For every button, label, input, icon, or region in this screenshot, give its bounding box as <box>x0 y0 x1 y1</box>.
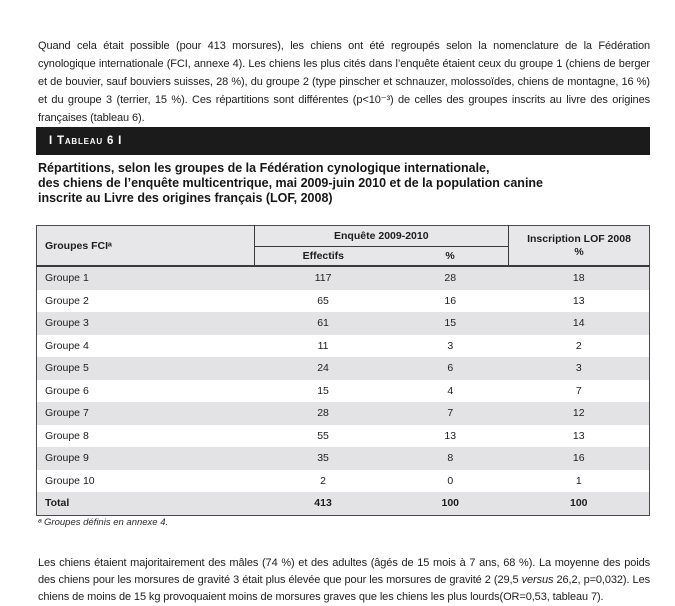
table-row <box>37 335 650 358</box>
cell-group-label: Groupe 8 <box>45 429 89 442</box>
table-row <box>37 380 650 403</box>
table-row <box>37 425 650 448</box>
cell-percent: 8 <box>447 452 454 465</box>
table-header <box>37 226 650 267</box>
cell-group-label: Groupe 6 <box>45 384 89 397</box>
table-title-line: inscrite au Livre des origines français (LOF, 2008) <box>38 191 333 205</box>
cell-effectifs: 11 <box>317 339 329 352</box>
cell-percent: 3 <box>447 339 454 352</box>
cell-group-label: Groupe 1 <box>45 272 89 285</box>
cell-lof-percent: 18 <box>572 272 585 285</box>
cell-group-label: Groupe 7 <box>45 407 89 420</box>
cell-effectifs: 61 <box>317 317 329 330</box>
table-title-line: des chiens de l’enquête multicentrique, mai 2009-juin 2010 et de la population canine <box>38 176 543 190</box>
header-groupes-fci: Groupes FCIᵃ <box>37 226 255 267</box>
cell-lof-percent: 2 <box>575 339 582 352</box>
cell-total-percent: 100 <box>441 497 460 510</box>
cell-effectifs: 35 <box>317 452 329 465</box>
cell-effectifs: 15 <box>317 384 329 397</box>
cell-effectifs: 28 <box>317 407 329 420</box>
cell-total-lof-percent: 100 <box>569 497 588 510</box>
cell-percent: 28 <box>444 272 457 285</box>
header-enquete-group: Enquête 2009-2010 <box>254 226 508 247</box>
table-footnote: ᵃ Groupes définis en annexe 4. <box>38 517 169 528</box>
cell-group-label: Groupe 9 <box>45 452 89 465</box>
cell-percent: 0 <box>447 474 454 487</box>
cell-effectifs: 2 <box>320 474 326 487</box>
table-row <box>37 290 650 313</box>
table-row <box>37 402 650 425</box>
closing-paragraph <box>38 555 650 606</box>
fci-table-wrapper <box>36 225 650 516</box>
cell-lof-percent: 1 <box>575 474 582 487</box>
table-row <box>37 357 650 380</box>
table-title <box>38 161 646 206</box>
table-title-line: Répartitions, selon les groupes de la Fédération cynologique internationale, <box>38 161 490 175</box>
table-total-row <box>37 492 650 515</box>
fci-table <box>36 225 650 516</box>
cell-effectifs: 24 <box>317 362 329 375</box>
cell-percent: 13 <box>444 429 457 442</box>
cell-total-label: Total <box>45 497 70 510</box>
cell-group-label: Groupe 10 <box>45 474 95 487</box>
closing-text-2: 26,2, p=0,032). Les chiens de moins de 15 kg provoquaient moins de morsures graves que les chiens les plus lourds(OR=0,53, tableau 7). <box>38 574 650 603</box>
header-percent: % <box>392 247 508 267</box>
table-banner-label: I Tableau 6 I <box>49 135 123 147</box>
cell-percent: 4 <box>447 384 454 397</box>
cell-percent: 6 <box>447 362 454 375</box>
header-inscription-lof-line1: Inscription LOF 2008 <box>527 232 631 245</box>
cell-effectifs: 55 <box>317 429 329 442</box>
table-row <box>37 266 650 290</box>
cell-effectifs: 65 <box>317 294 329 307</box>
header-inscription-lof-line2: % <box>574 245 584 258</box>
cell-lof-percent: 13 <box>572 294 585 307</box>
cell-percent: 15 <box>444 317 457 330</box>
table-header-row-1 <box>37 226 650 247</box>
table-row <box>37 470 650 493</box>
cell-total-effectifs: 413 <box>314 497 332 510</box>
cell-lof-percent: 13 <box>572 429 585 442</box>
cell-lof-percent: 3 <box>575 362 582 375</box>
table-row <box>37 312 650 335</box>
cell-lof-percent: 16 <box>572 452 585 465</box>
cell-percent: 16 <box>444 294 457 307</box>
cell-lof-percent: 12 <box>572 407 585 420</box>
header-effectifs: Effectifs <box>254 247 392 267</box>
closing-text-1: Les chiens étaient majoritairement des mâles (74 %) et des adultes (âgés de 15 mois à 7 ans, 68 %). La moyenne des poids des chiens pour les morsures de gravité 3 était plus élevée que pour les morsures de gravité 2 (29,5 <box>38 557 650 586</box>
cell-effectifs: 117 <box>314 272 332 285</box>
cell-group-label: Groupe 5 <box>45 362 89 375</box>
closing-versus-italic: versus <box>521 574 554 586</box>
table-banner <box>36 127 650 155</box>
cell-group-label: Groupe 4 <box>45 339 89 352</box>
cell-lof-percent: 7 <box>575 384 582 397</box>
table-row <box>37 447 650 470</box>
cell-group-label: Groupe 2 <box>45 294 89 307</box>
header-inscription-lof <box>509 226 650 267</box>
cell-percent: 7 <box>447 407 454 420</box>
intro-paragraph: Quand cela était possible (pour 413 morsures), les chiens ont été regroupés selon la nomenclature de la Fédération cynologique internationale (FCI, annexe 4). Les chiens les plus cités dans l’enquête étaient ceux du groupe 1 (chiens de berger et de bouvier, sauf bouviers suisses, 28 %), du groupe 2 (type pinscher et schnauzer, molossoïdes, chiens de montagne, 16 %) et du groupe 3 (terrier, 15 %). Ces répartitions sont différentes (p<10⁻³) de celles des groupes inscrits au livre des origines françaises (tableau 6). <box>38 40 650 124</box>
cell-group-label: Groupe 3 <box>45 317 89 330</box>
cell-lof-percent: 14 <box>572 317 585 330</box>
table-body <box>37 266 650 515</box>
